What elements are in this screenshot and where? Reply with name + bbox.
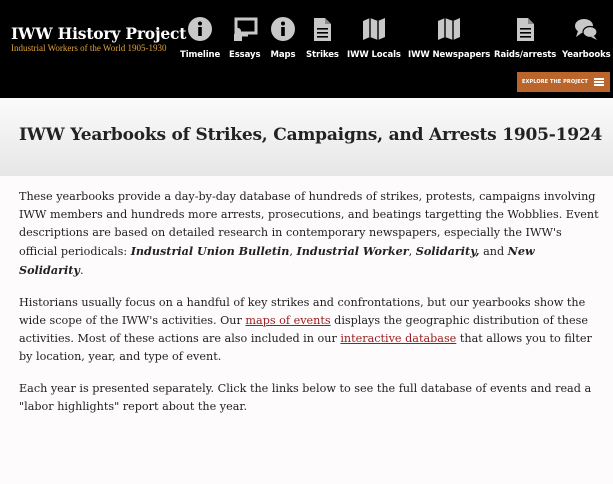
- nav-item-iww-newspapers[interactable]: [408, 16, 490, 60]
- nav-label: IWW Locals: [347, 50, 401, 60]
- map-icon: [436, 16, 462, 42]
- separator: ,: [408, 245, 416, 258]
- publication-title: Solidarity,: [415, 244, 480, 258]
- nav-item-timeline[interactable]: [180, 16, 220, 60]
- page-title: IWW Yearbooks of Strikes, Campaigns, and Arrests 1905-1924: [19, 125, 603, 145]
- nav-label: Strikes: [306, 50, 339, 60]
- nav-label: Essays: [229, 50, 261, 60]
- top-navigation-bar: [0, 0, 613, 98]
- publication-title: Industrial Union Bulletin: [130, 244, 290, 258]
- presentation-icon: [232, 16, 258, 42]
- nav-label: Raids/arrests: [494, 50, 557, 60]
- explore-project-button[interactable]: [517, 72, 610, 92]
- nav-label: Maps: [270, 50, 296, 60]
- separator: ,: [289, 245, 297, 258]
- nav-item-iww-locals[interactable]: [347, 16, 401, 60]
- nav-item-raids-arrests[interactable]: [494, 16, 556, 60]
- intro-text: These yearbooks provide a day-by-day database of hundreds of strikes, protests, campaigns involving IWW members and hundreds more arrests, prosecutions, and beatings targetting the Wobblies. Event descriptions are based on detailed research in contemporary newspapers, especially the IWW's official periodicals:: [19, 190, 599, 258]
- explore-label: EXPLORE THE PROJECT: [522, 79, 588, 85]
- hamburger-menu-icon: [594, 78, 604, 86]
- yearbook-instructions-paragraph: Each year is presented separately. Click the links below to see the full database of events and read a "labor highlights" report about the year.: [19, 382, 592, 413]
- main-content: [19, 188, 599, 430]
- nav-item-maps[interactable]: [270, 16, 296, 60]
- document-icon: [512, 16, 538, 42]
- info-icon: [270, 16, 296, 42]
- site-title[interactable]: IWW History Project: [11, 24, 187, 43]
- separator: .: [79, 264, 84, 277]
- nav-item-essays[interactable]: [229, 16, 260, 60]
- document-icon: [309, 16, 335, 42]
- separator: and: [479, 245, 508, 258]
- nav-item-yearbooks[interactable]: [562, 16, 611, 60]
- nav-item-strikes[interactable]: [306, 16, 339, 60]
- publication-title: New Solidarity: [19, 244, 535, 277]
- scope-paragraph: [19, 294, 599, 366]
- nav-label: IWW Newspapers: [408, 50, 491, 60]
- paragraph-text: Historians usually focus on a handful of key strikes and confrontations, but our yearbooks show the wide scope of the IWW's activities. Our: [19, 296, 586, 327]
- chat-bubbles-icon: [573, 16, 599, 42]
- site-subtitle: Industrial Workers of the World 1905-1930: [11, 43, 167, 53]
- nav-label: Timeline: [180, 50, 221, 60]
- info-icon: [187, 16, 213, 42]
- main-nav: [0, 0, 613, 70]
- interactive-database-link[interactable]: interactive database: [340, 332, 457, 345]
- page-header: [0, 98, 613, 176]
- intro-paragraph: [19, 188, 599, 280]
- publication-title: Industrial Worker: [296, 244, 409, 258]
- paragraph-text: that allows you to filter by location, year, and type of event.: [19, 332, 592, 363]
- map-icon: [361, 16, 387, 42]
- maps-of-events-link[interactable]: maps of events: [245, 314, 331, 327]
- nav-label: Yearbooks: [562, 50, 611, 60]
- paragraph-text: displays the geographic distribution of these activities. Most of these actions are also included in our: [19, 314, 588, 345]
